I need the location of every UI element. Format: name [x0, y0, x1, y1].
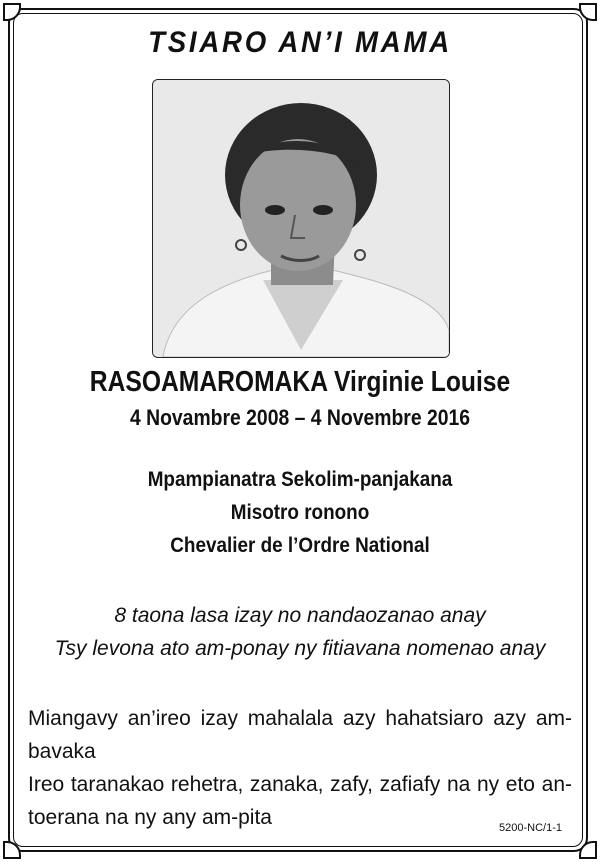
portrait-photo: [152, 79, 450, 358]
title-line: Mpampianatra Sekolim-panjakana: [147, 468, 453, 491]
reference-code: 5200-NC/1-1: [499, 822, 562, 834]
remembrance-message: [28, 702, 572, 834]
message-paragraph: Ireo taranakao rehetra, zanaka, zafy, zafiafy na ny eto an-toerana na ny any am-pita: [28, 773, 572, 829]
message-paragraph: Miangavy an’ireo izay mahalala azy hahatsiaro azy am-bavaka: [28, 707, 572, 763]
person-dates: 4 Novambre 2008 – 4 Novembre 2016: [129, 405, 471, 430]
verse-line: Tsy levona ato am-ponay ny fitiavana nomenao anay: [54, 637, 546, 660]
title-line: Misotro ronono: [230, 501, 370, 524]
person-titles: [0, 463, 600, 562]
portrait-image: [153, 80, 449, 357]
verse-line: 8 taona lasa izay no nandaozanao anay: [114, 604, 486, 627]
memorial-verse: [0, 599, 600, 665]
notice-title: TSIARO AN’I MAMA: [148, 26, 452, 59]
title-line: Chevalier de l’Ordre National: [170, 534, 430, 557]
person-name: RASOAMAROMAKA Virginie Louise: [89, 366, 511, 398]
